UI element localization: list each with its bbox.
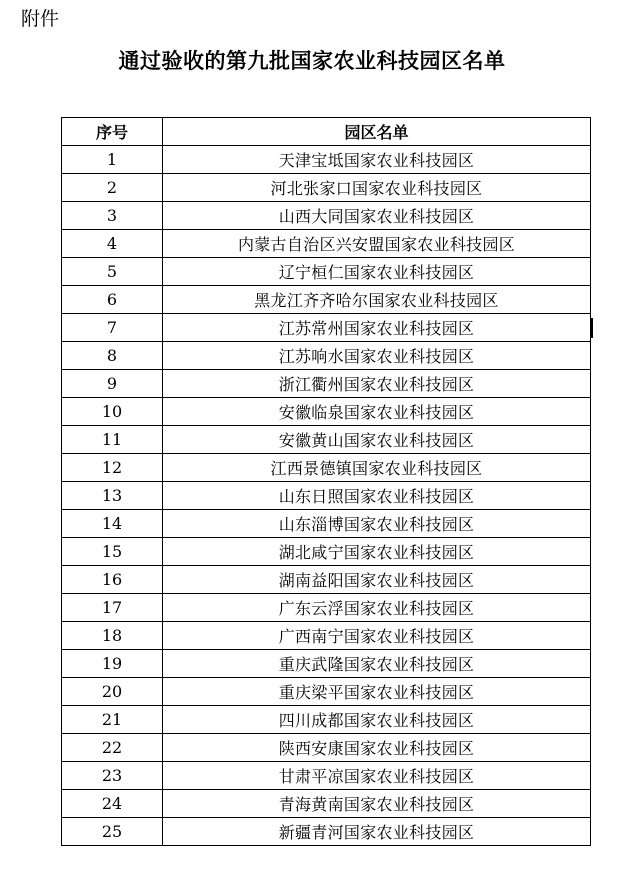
park-name-cell: 浙江衢州国家农业科技园区 [163, 370, 591, 398]
park-name-cell: 青海黄南国家农业科技园区 [163, 790, 591, 818]
park-name-cell: 内蒙古自治区兴安盟国家农业科技园区 [163, 230, 591, 258]
park-name-cell: 广东云浮国家农业科技园区 [163, 594, 591, 622]
serial-number-cell: 10 [62, 398, 163, 426]
serial-number-cell: 18 [62, 622, 163, 650]
park-name-cell: 山东淄博国家农业科技园区 [163, 510, 591, 538]
serial-number-cell: 23 [62, 762, 163, 790]
table-row [62, 398, 591, 426]
table-row [62, 818, 591, 846]
table-row [62, 426, 591, 454]
serial-number-cell: 11 [62, 426, 163, 454]
serial-number-cell: 20 [62, 678, 163, 706]
attachment-label: 附件 [21, 8, 60, 30]
table-row [62, 734, 591, 762]
table-row [62, 146, 591, 174]
table-row [62, 454, 591, 482]
park-name-cell: 辽宁桓仁国家农业科技园区 [163, 258, 591, 286]
park-name-cell: 河北张家口国家农业科技园区 [163, 174, 591, 202]
park-name-cell: 重庆武隆国家农业科技园区 [163, 650, 591, 678]
serial-number-cell: 24 [62, 790, 163, 818]
table-row [62, 342, 591, 370]
serial-number-cell: 8 [62, 342, 163, 370]
park-name-cell: 江苏响水国家农业科技园区 [163, 342, 591, 370]
park-name-cell: 陕西安康国家农业科技园区 [163, 734, 591, 762]
park-list-table [61, 117, 591, 846]
table-header-row [62, 118, 591, 146]
table-row [62, 566, 591, 594]
serial-number-cell: 4 [62, 230, 163, 258]
table-row [62, 510, 591, 538]
text-cursor [591, 318, 593, 338]
table-row [62, 370, 591, 398]
serial-number-cell: 17 [62, 594, 163, 622]
serial-number-cell: 22 [62, 734, 163, 762]
header-serial-number: 序号 [62, 118, 163, 146]
document-title: 通过验收的第九批国家农业科技园区名单 [118, 49, 506, 73]
table-row [62, 622, 591, 650]
table-row [62, 790, 591, 818]
header-park-name: 园区名单 [163, 118, 591, 146]
serial-number-cell: 9 [62, 370, 163, 398]
table-row [62, 482, 591, 510]
park-name-cell: 湖南益阳国家农业科技园区 [163, 566, 591, 594]
park-name-cell: 天津宝坻国家农业科技园区 [163, 146, 591, 174]
park-name-cell: 安徽临泉国家农业科技园区 [163, 398, 591, 426]
park-name-cell: 山西大同国家农业科技园区 [163, 202, 591, 230]
park-name-cell: 安徽黄山国家农业科技园区 [163, 426, 591, 454]
table-row [62, 258, 591, 286]
table-row [62, 230, 591, 258]
park-name-cell: 湖北咸宁国家农业科技园区 [163, 538, 591, 566]
serial-number-cell: 19 [62, 650, 163, 678]
park-name-cell: 山东日照国家农业科技园区 [163, 482, 591, 510]
serial-number-cell: 15 [62, 538, 163, 566]
table-row [62, 538, 591, 566]
serial-number-cell: 16 [62, 566, 163, 594]
serial-number-cell: 5 [62, 258, 163, 286]
park-name-cell: 黑龙江齐齐哈尔国家农业科技园区 [163, 286, 591, 314]
park-name-cell: 江苏常州国家农业科技园区 [163, 314, 591, 342]
serial-number-cell: 13 [62, 482, 163, 510]
park-name-cell: 新疆青河国家农业科技园区 [163, 818, 591, 846]
table-row [62, 202, 591, 230]
serial-number-cell: 1 [62, 146, 163, 174]
serial-number-cell: 7 [62, 314, 163, 342]
table-row [62, 650, 591, 678]
park-name-cell: 广西南宁国家农业科技园区 [163, 622, 591, 650]
park-name-cell: 江西景德镇国家农业科技园区 [163, 454, 591, 482]
serial-number-cell: 14 [62, 510, 163, 538]
serial-number-cell: 6 [62, 286, 163, 314]
serial-number-cell: 12 [62, 454, 163, 482]
park-name-cell: 甘肃平凉国家农业科技园区 [163, 762, 591, 790]
table-row [62, 678, 591, 706]
table-row [62, 286, 591, 314]
park-name-cell: 重庆梁平国家农业科技园区 [163, 678, 591, 706]
serial-number-cell: 21 [62, 706, 163, 734]
table-row [62, 706, 591, 734]
table-row [62, 174, 591, 202]
table-row [62, 314, 591, 342]
serial-number-cell: 25 [62, 818, 163, 846]
serial-number-cell: 3 [62, 202, 163, 230]
serial-number-cell: 2 [62, 174, 163, 202]
park-name-cell: 四川成都国家农业科技园区 [163, 706, 591, 734]
table-row [62, 762, 591, 790]
table-row [62, 594, 591, 622]
